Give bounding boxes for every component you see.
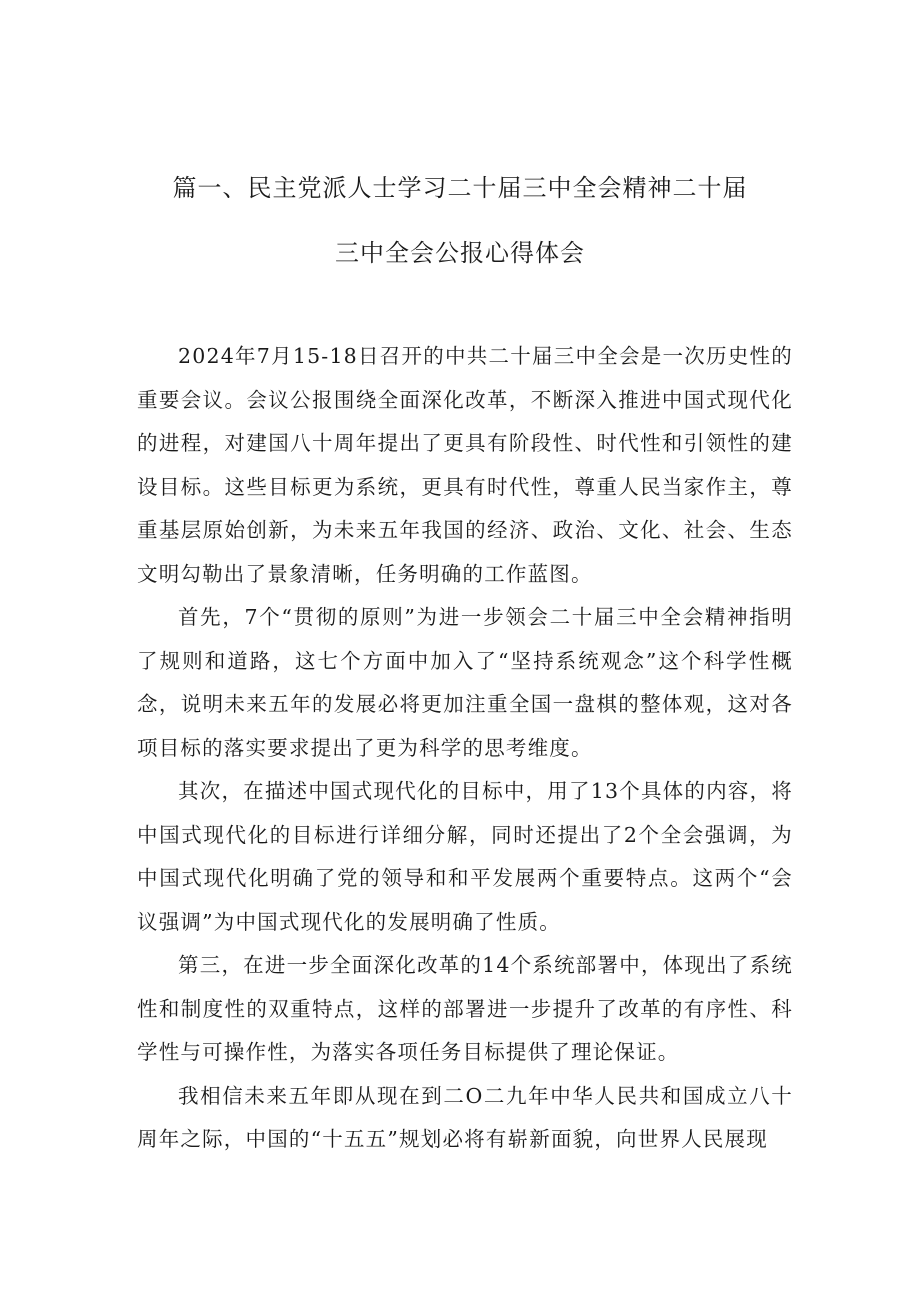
document-title-line-2: 三中全会公报心得体会 (335, 239, 585, 267)
paragraph: 首先，7个“贯彻的原则”为进一步领会二十届三中全会精神指明了规则和道路，这七个方面中加入了“坚持系统观念”这个科学性概念，说明未来五年的发展必将更加注重全国一盘棋的整体观，这对各项目标的落实要求提出了更为科学的思考维度。 (137, 605, 793, 760)
paragraph: 2024年7月15-18日召开的中共二十届三中全会是一次历史性的重要会议。会议公报围绕全面深化改革，不断深入推进中国式现代化的进程，对建国八十周年提出了更具有阶段性、时代性和引领性的建设目标。这些目标更为系统，更具有时代性，尊重人民当家作主，尊重基层原始创新，为未来五年我国的经济、政治、文化、社会、生态文明勾勒出了景象清晰，任务明确的工作蓝图。 (137, 344, 793, 586)
document-body (137, 335, 793, 1162)
paragraph: 第三，在进一步全面深化改革的14个系统部署中，体现出了系统性和制度性的双重特点，这样的部署进一步提升了改革的有序性、科学性与可操作性，为落实各项任务目标提供了理论保证。 (137, 953, 793, 1064)
paragraph: 我相信未来五年即从现在到二O二九年中华人民共和国成立八十周年之际，中国的“十五五”规划必将有崭新面貌，向世界人民展现 (137, 1083, 793, 1151)
document-title-line-1: 篇一、民主党派人士学习二十届三中全会精神二十届 (172, 174, 748, 202)
paragraph: 其次，在描述中国式现代化的目标中，用了13个具体的内容，将中国式现代化的目标进行详细分解，同时还提出了2个全会强调，为中国式现代化明确了党的领导和和平发展两个重要特点。这两个“会议强调”为中国式现代化的发展明确了性质。 (137, 779, 793, 934)
